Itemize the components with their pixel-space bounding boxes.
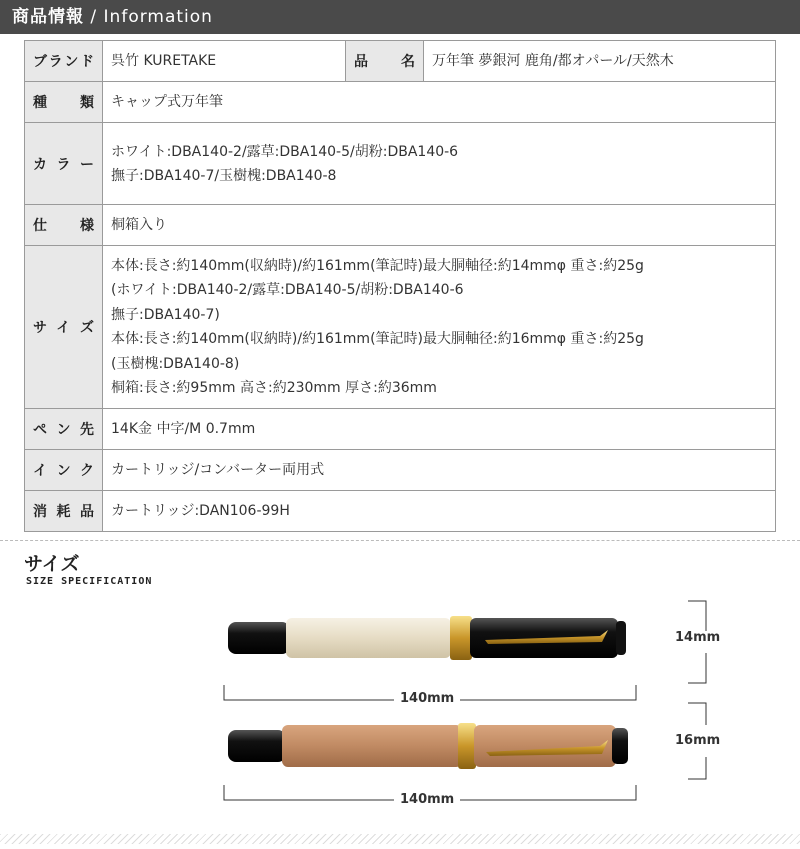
pen2-diameter-label: 16mm bbox=[675, 733, 721, 748]
consumable-value: カートリッジ:DAN106-99H bbox=[103, 491, 776, 532]
spec-value: 桐箱入り bbox=[103, 205, 776, 246]
section-divider bbox=[0, 540, 800, 541]
table-row bbox=[25, 246, 776, 409]
header-title-ja: 商品情報 bbox=[12, 7, 84, 27]
header-separator: / bbox=[84, 7, 104, 27]
table-row bbox=[25, 82, 776, 123]
type-label: 種 類 bbox=[25, 82, 103, 123]
size-line: 本体:長さ:約140mm(収納時)/約161mm(筆記時)最大胴軸径:約16mmφ 重さ:約25g bbox=[111, 331, 644, 347]
size-label: サイズ bbox=[25, 246, 103, 409]
pen2-length-label: 140mm bbox=[394, 792, 460, 807]
consumable-label: 消耗品 bbox=[25, 491, 103, 532]
size-line: 桐箱:長さ:約95mm 高さ:約230mm 厚さ:約36mm bbox=[111, 380, 437, 396]
size-line: (ホワイト:DBA140-2/露草:DBA140-5/胡粉:DBA140-6 bbox=[111, 282, 464, 298]
table-row bbox=[25, 41, 776, 82]
ink-label: インク bbox=[25, 450, 103, 491]
size-value bbox=[103, 246, 776, 409]
ink-value: カートリッジ/コンバーター両用式 bbox=[103, 450, 776, 491]
spec-label: 仕 様 bbox=[25, 205, 103, 246]
name-label: 品 名 bbox=[346, 41, 424, 82]
pen1-length-label: 140mm bbox=[394, 691, 460, 706]
color-value bbox=[103, 123, 776, 205]
name-value: 万年筆 夢銀河 鹿角/都オパール/天然木 bbox=[424, 41, 776, 82]
size-section-subtitle: SIZE SPECIFICATION bbox=[26, 576, 153, 587]
brand-label: ブランド bbox=[25, 41, 103, 82]
nib-value: 14K金 中字/M 0.7mm bbox=[103, 409, 776, 450]
pen1-diameter-label: 14mm bbox=[675, 630, 721, 645]
table-row bbox=[25, 205, 776, 246]
nib-label: ペン先 bbox=[25, 409, 103, 450]
color-line: ホワイト:DBA140-2/露草:DBA140-5/胡粉:DBA140-6 bbox=[111, 143, 459, 160]
header-bar bbox=[0, 0, 800, 34]
table-row bbox=[25, 491, 776, 532]
header-title-en: Information bbox=[103, 7, 213, 27]
color-label: カラー bbox=[25, 123, 103, 205]
size-section-title: サイズ bbox=[24, 553, 80, 575]
table-row bbox=[25, 450, 776, 491]
bottom-decoration bbox=[0, 834, 800, 844]
spec-table bbox=[24, 40, 776, 532]
size-line: 撫子:DBA140-7) bbox=[111, 306, 220, 323]
table-row bbox=[25, 123, 776, 205]
size-line: 本体:長さ:約140mm(収納時)/約161mm(筆記時)最大胴軸径:約14mmφ 重さ:約25g bbox=[111, 257, 644, 274]
color-line: 撫子:DBA140-7/玉樹槐:DBA140-8 bbox=[111, 167, 337, 184]
table-row bbox=[25, 409, 776, 450]
brand-value: 呉竹 KURETAKE bbox=[103, 41, 346, 82]
size-line: (玉樹槐:DBA140-8) bbox=[111, 355, 240, 372]
type-value: キャップ式万年筆 bbox=[103, 82, 776, 123]
